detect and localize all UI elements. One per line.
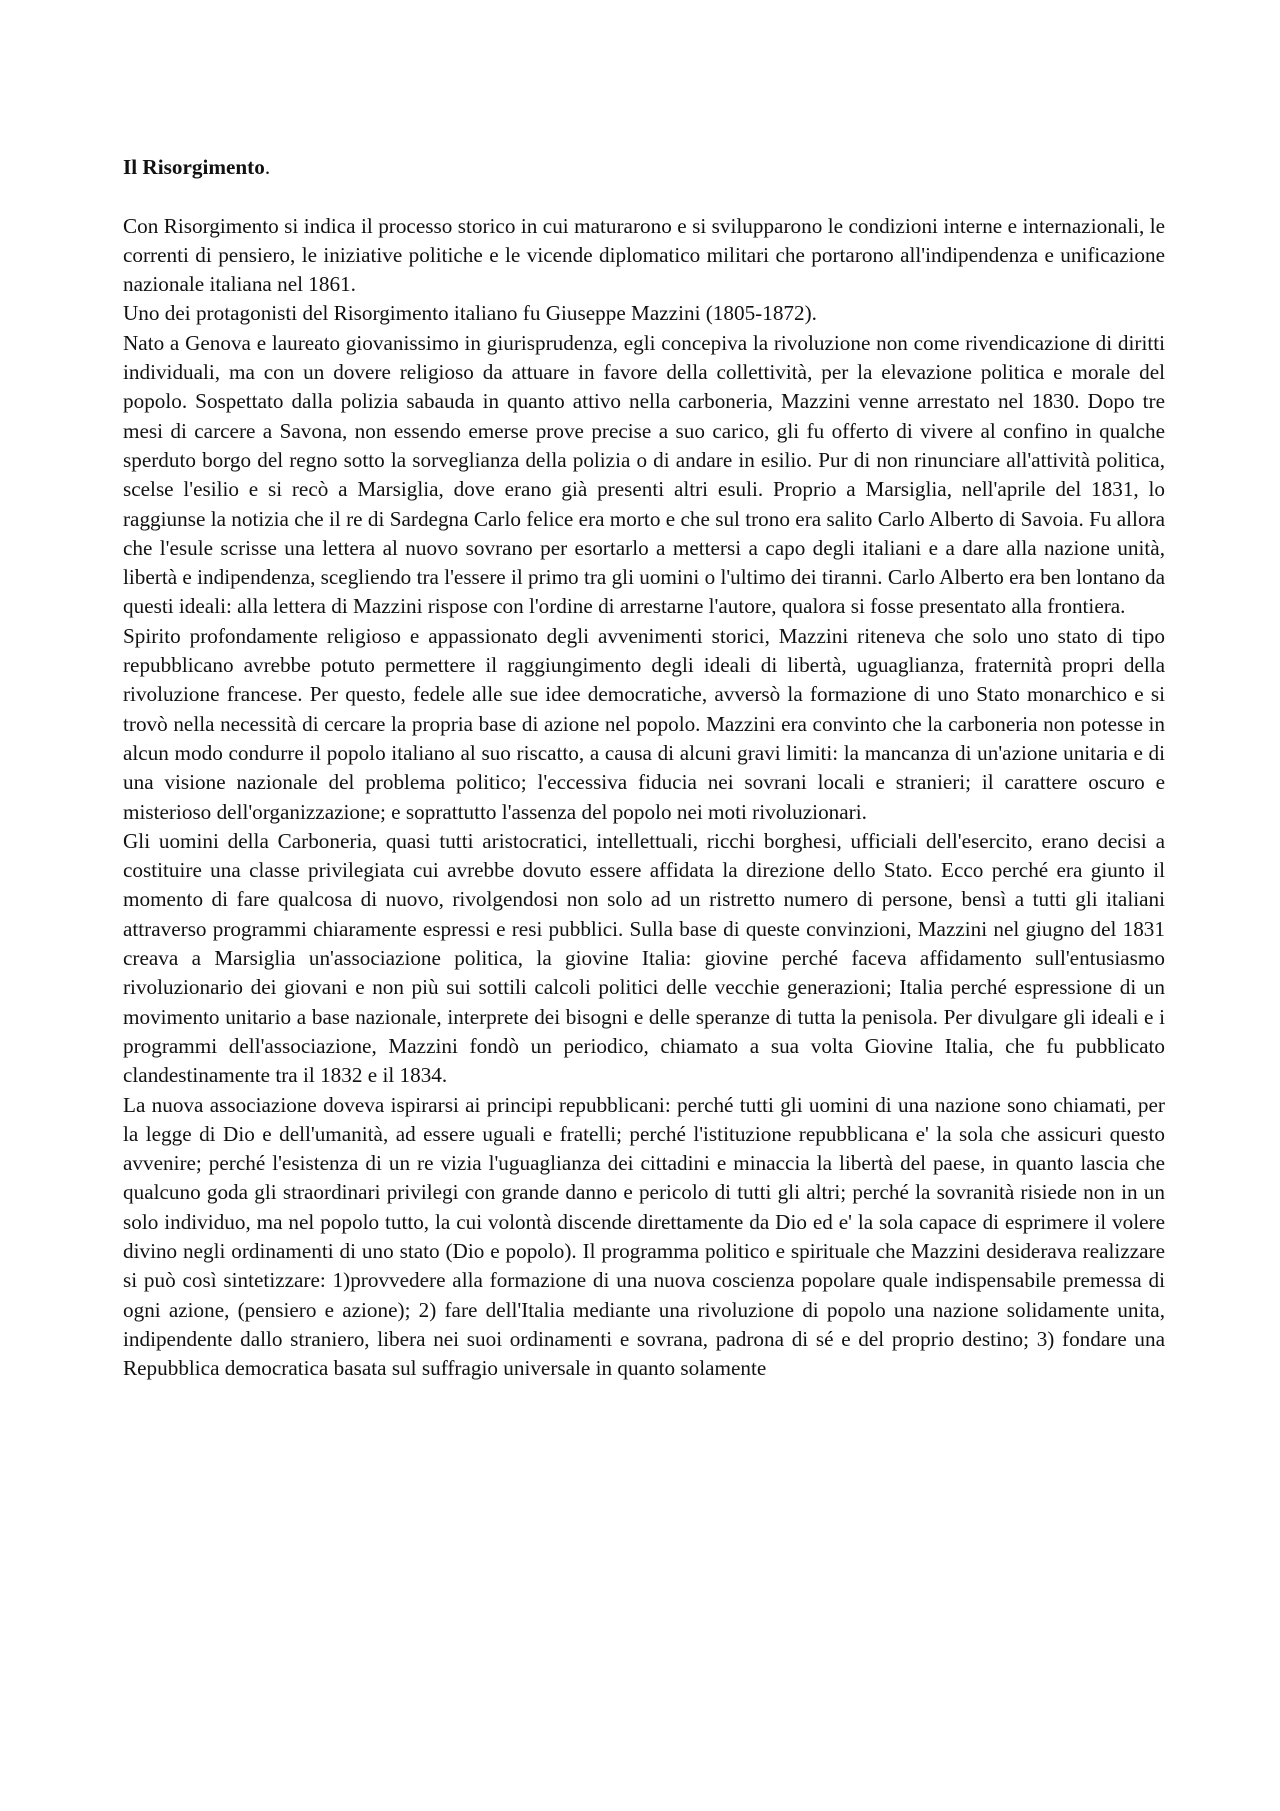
document-title (123, 153, 1165, 182)
paragraph-republican-principles: La nuova associazione doveva ispirarsi ai principi repubblicani: perché tutti gli uomini di una nazione sono chiamati, per la legge di Dio e dell'umanità, ad essere uguali e fratelli; perché l'istituzione repubblicana e' la sola che assicuri questo avvenire; perché l'esistenza di un re vizia l'uguaglianza dei cittadini e minaccia la libertà del paese, in quanto lascia che qualcuno goda gli straordinari privilegi con grande danno e pericolo di tutti gli altri; perché la sovranità risiede non in un solo individuo, ma nel popolo tutto, la cui volontà discende direttamente da Dio ed e' la sola capace di esprimere il volere divino negli ordinamenti di uno stato (Dio e popolo). Il programma politico e spirituale che Mazzini desiderava realizzare si può così sintetizzare: 1)provvedere alla formazione di una nuova coscienza popolare quale indispensabile premessa di ogni azione, (pensiero e azione); 2) fare dell'Italia mediante una rivoluzione di popolo una nazione solidamente unita, indipendente dallo straniero, libera nei suoi ordinamenti e sovrana, padrona di sé e del proprio destino; 3) fondare una Repubblica democratica basata sul suffragio universale in quanto solamente (123, 1092, 1165, 1381)
paragraph-mazzini-intro: Uno dei protagonisti del Risorgimento italiano fu Giuseppe Mazzini (1805-1872). (123, 301, 817, 326)
document-title-period: . (264, 155, 271, 179)
document-body (123, 153, 1165, 1383)
paragraph-definition: Con Risorgimento si indica il processo storico in cui maturarono e si svilupparono le condizioni interne e internazionali, le correnti di pensiero, le iniziative politiche e le vicende diplomatico militari che portarono all'indipendenza e unificazione nazionale italiana nel 1861. (123, 213, 1165, 297)
document-title-bold: Il Risorgimento (123, 155, 265, 179)
paragraph-giovine-italia: Gli uomini della Carboneria, quasi tutti aristocratici, intellettuali, ricchi borghesi, ufficiali dell'esercito, erano decisi a costituire una classe privilegiata cui avrebbe dovuto essere affidata la direzione dello Stato. Ecco perché era giunto il momento di fare qualcosa di nuovo, rivolgendosi non solo ad un ristretto numero di persone, bensì a tutti gli italiani attraverso programmi chiaramente espressi e resi pubblici. Sulla base di queste convinzioni, Mazzini nel giugno del 1831 creava a Marsiglia un'associazione politica, la giovine Italia: giovine perché faceva affidamento sull'entusiasmo rivoluzionario dei giovani e non più sui sottili calcoli politici delle vecchie generazioni; Italia perché espressione di un movimento unitario a base nazionale, interprete dei bisogni e delle speranze di tutta la penisola. Per divulgare gli ideali e i programmi dell'associazione, Mazzini fondò un periodico, chiamato a sua volta Giovine Italia, che fu pubblicato clandestinamente tra il 1832 e il 1834. (123, 828, 1165, 1088)
paragraph-carboneria-limits: Spirito profondamente religioso e appassionato degli avvenimenti storici, Mazzini riteneva che solo uno stato di tipo repubblicano avrebbe potuto permettere il raggiungimento degli ideali di libertà, uguaglianza, fraternità propri della rivoluzione francese. Per questo, fedele alle sue idee democratiche, avversò la formazione di uno Stato monarchico e si trovò nella necessità di cercare la propria base di azione nel popolo. Mazzini era convinto che la carboneria non potesse in alcun modo condurre il popolo italiano al suo riscatto, a causa di alcuni gravi limiti: la mancanza di un'azione unitaria e di una visione nazionale del problema politico; l'eccessiva fiducia nei sovrani locali e stranieri; il carattere oscuro e misterioso dell'organizzazione; e soprattutto l'assenza del popolo nei moti rivoluzionari. (123, 623, 1165, 824)
paragraph-mazzini-exile: Nato a Genova e laureato giovanissimo in giurisprudenza, egli concepiva la rivoluzione non come rivendicazione di diritti individuali, ma con un dovere religioso da attuare in favore della collettività, per la elevazione politica e morale del popolo. Sospettato dalla polizia sabauda in quanto attivo nella carboneria, Mazzini venne arrestato nel 1830. Dopo tre mesi di carcere a Savona, non essendo emerse prove precise a suo carico, gli fu offerto di vivere al confino in qualche sperduto borgo del regno sotto la sorveglianza della polizia o di andare in esilio. Pur di non rinunciare all'attività politica, scelse l'esilio e si recò a Marsiglia, dove erano già presenti altri esuli. Proprio a Marsiglia, nell'aprile del 1831, lo raggiunse la notizia che il re di Sardegna Carlo felice era morto e che sul trono era salito Carlo Alberto di Savoia. Fu allora che l'esule scrisse una lettera al nuovo sovrano per esortarlo a mettersi a capo degli italiani e a dare alla nazione unità, libertà e indipendenza, scegliendo tra l'essere il primo tra gli uomini o l'ultimo dei tiranni. Carlo Alberto era ben lontano da questi ideali: alla lettera di Mazzini rispose con l'ordine di arrestarne l'autore, qualora si fosse presentato alla frontiera. (123, 330, 1165, 619)
